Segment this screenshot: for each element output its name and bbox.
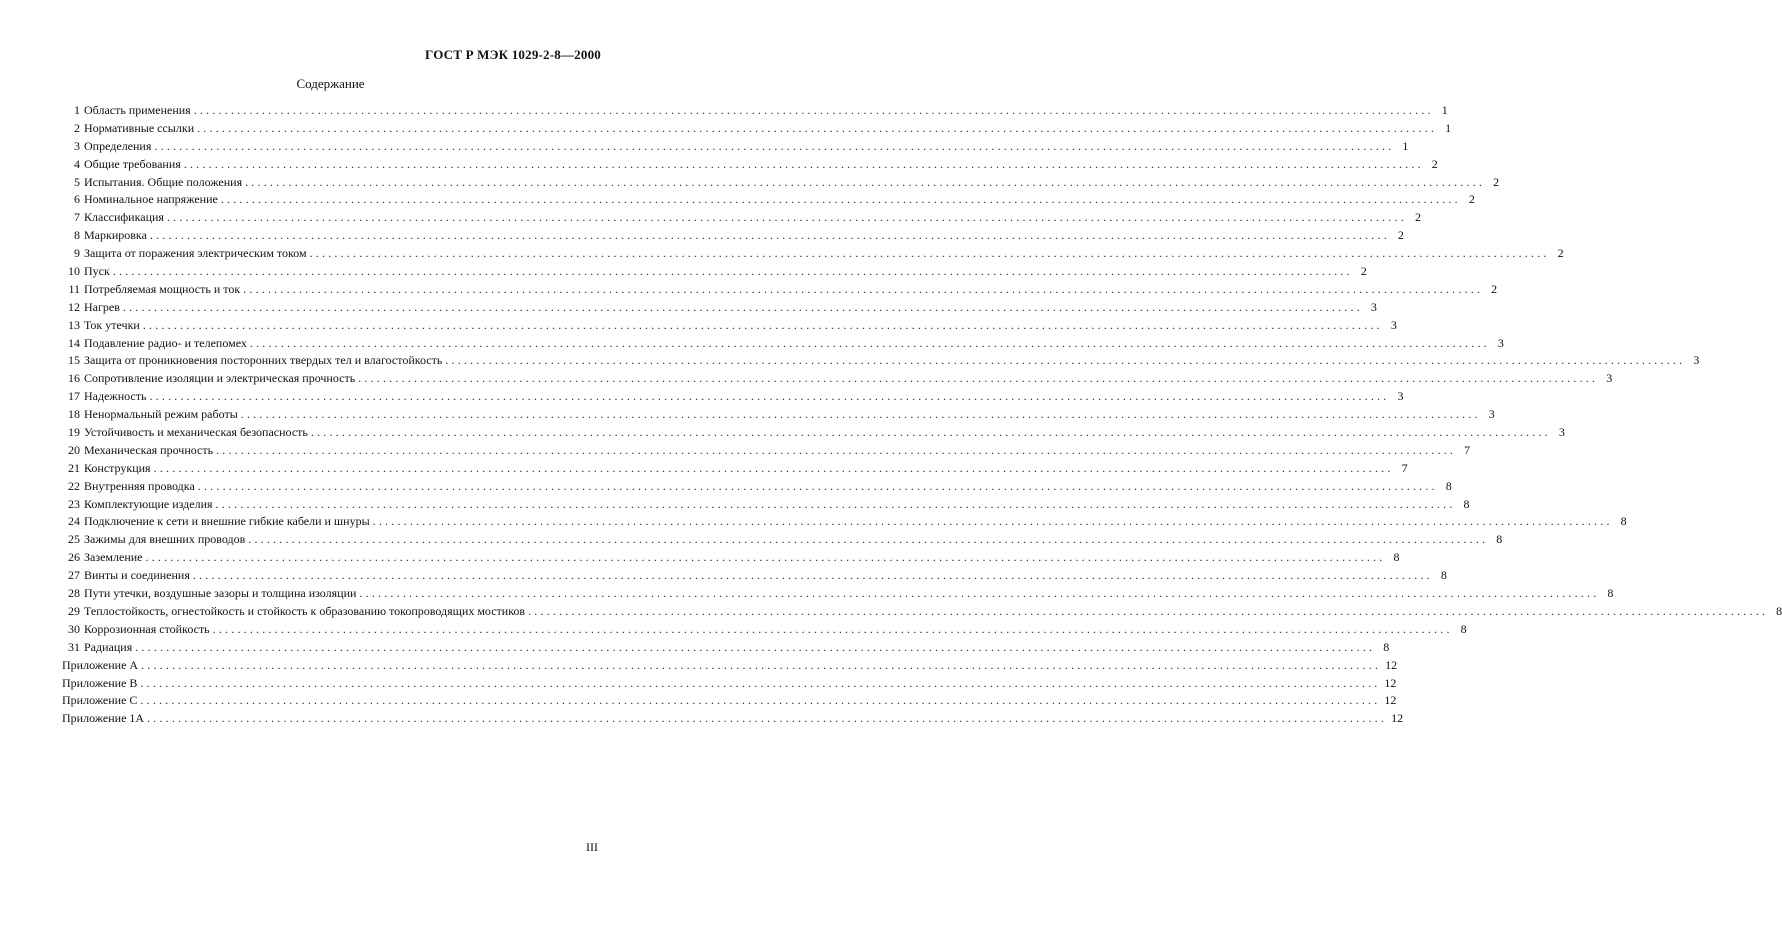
toc-entry-number: 23 (68, 496, 80, 511)
toc-entry-page: 2 (1491, 281, 1498, 296)
toc-entry-page: 8 (1620, 514, 1627, 529)
toc-entry-page: 1 (1445, 120, 1452, 135)
toc-entry (62, 621, 1467, 639)
toc-entry-number: 10 (68, 264, 80, 279)
toc-entry-number: 22 (68, 478, 80, 493)
toc-leader-dots: ........................................................................................................................................................................................................ (240, 407, 1481, 422)
toc-leader-dots: ........................................................................................................................................................................................................ (192, 568, 1433, 583)
toc-entry-page: 3 (1390, 317, 1397, 332)
toc-entry-page: 2 (1360, 264, 1367, 279)
toc-leader-dots: ........................................................................................................................................................................................................ (245, 174, 1486, 189)
toc-entry-title: Номинальное напряжение (84, 192, 218, 207)
toc-leader-dots: ........................................................................................................................................................................................................ (140, 675, 1381, 690)
toc-leader-dots: ........................................................................................................................................................................................................ (309, 246, 1550, 261)
toc-leader-dots: ........................................................................................................................................................................................................ (372, 514, 1613, 529)
toc-leader-dots: ........................................................................................................................................................................................................ (141, 657, 1382, 672)
toc-entry (62, 156, 1438, 174)
toc-entry-number: 13 (68, 317, 80, 332)
toc-entry-page: 2 (1431, 156, 1438, 171)
toc-entry-page: 8 (1445, 478, 1452, 493)
toc-entry-page: 2 (1468, 192, 1475, 207)
toc-leader-dots: ........................................................................................................................................................................................................ (216, 442, 1457, 457)
toc-entry-page: 12 (1384, 693, 1397, 708)
toc-leader-dots: ........................................................................................................................................................................................................ (197, 120, 1438, 135)
toc-entry-title: Приложение В (62, 675, 138, 690)
toc-entry (62, 120, 1452, 138)
toc-entry-title: Зажимы для внешних проводов (84, 532, 246, 547)
toc-entry-page: 2 (1493, 174, 1500, 189)
toc-entry-page: 12 (1391, 711, 1404, 726)
toc-entry-page: 3 (1497, 335, 1504, 350)
toc-entry-title: Потребляемая мощность и ток (84, 281, 241, 296)
toc-entry (62, 263, 1367, 281)
toc-entry-page: 7 (1464, 442, 1471, 457)
toc-entry (62, 585, 1614, 603)
toc-entry (62, 191, 1475, 209)
toc-entry-title: Защита от поражения электрическим током (84, 246, 307, 261)
toc-entry-page: 3 (1370, 299, 1377, 314)
toc-leader-dots: ........................................................................................................................................................................................................ (112, 264, 1353, 279)
toc-entry-title: Определения (84, 138, 152, 153)
table-of-contents (62, 102, 1782, 728)
toc-leader-dots: ........................................................................................................................................................................................................ (122, 299, 1363, 314)
toc-entry (62, 567, 1447, 585)
toc-entry-title: Устойчивость и механическая безопасность (84, 425, 308, 440)
toc-leader-dots: ........................................................................................................................................................................................................ (358, 371, 1599, 386)
toc-entry (62, 710, 1404, 728)
toc-entry-page: 8 (1383, 639, 1390, 654)
toc-entry-number: 29 (68, 603, 80, 618)
toc-leader-dots: ........................................................................................................................................................................................................ (359, 586, 1600, 601)
toc-entry-page: 3 (1488, 407, 1495, 422)
toc-leader-dots: ........................................................................................................................................................................................................ (310, 425, 1551, 440)
toc-entry-page: 3 (1693, 353, 1700, 368)
toc-entry-title: Подавление радио- и телепомех (84, 335, 247, 350)
toc-entry-title: Маркировка (84, 228, 147, 243)
toc-entry-title: Сопротивление изоляции и электрическая прочность (84, 371, 356, 386)
toc-entry-number: 9 (74, 246, 80, 261)
toc-entry-page: 3 (1606, 371, 1613, 386)
toc-entry-title: Приложение С (62, 693, 138, 708)
toc-entry-number: 24 (68, 514, 80, 529)
toc-entry (62, 102, 1448, 120)
toc-leader-dots: ........................................................................................................................................................................................................ (149, 228, 1390, 243)
toc-entry (62, 281, 1498, 299)
toc-entry-title: Нагрев (84, 299, 120, 314)
toc-entry-page: 1 (1441, 103, 1448, 117)
toc-entry (62, 352, 1700, 370)
toc-entry-page: 2 (1397, 228, 1404, 243)
toc-entry-number: 16 (68, 371, 80, 386)
toc-entry-number: 18 (68, 407, 80, 422)
toc-entry-page: 8 (1776, 603, 1782, 618)
toc-entry-number: 31 (68, 639, 80, 654)
toc-entry (62, 513, 1627, 531)
toc-entry-title: Заземление (84, 550, 143, 565)
toc-leader-dots: ........................................................................................................................................................................................................ (147, 711, 1388, 726)
toc-entry (62, 442, 1471, 460)
toc-leader-dots: ........................................................................................................................................................................................................ (166, 210, 1407, 225)
toc-entry-number: 30 (68, 621, 80, 636)
toc-entry-title: Внутренняя проводка (84, 478, 195, 493)
toc-entry-number: 6 (74, 192, 80, 207)
toc-leader-dots: ........................................................................................................................................................................................................ (153, 460, 1394, 475)
toc-leader-dots: ........................................................................................................................................................................................................ (145, 550, 1386, 565)
toc-entry-title: Подключение к сети и внешние гибкие кабели и шнуры (84, 514, 370, 529)
toc-entry-number: 4 (74, 156, 80, 171)
toc-entry (62, 227, 1404, 245)
toc-entry-number: 12 (68, 299, 80, 314)
toc-leader-dots: ........................................................................................................................................................................................................ (445, 353, 1686, 368)
toc-entry-number: 14 (68, 335, 80, 350)
toc-entry-title: Нормативные ссылки (84, 120, 195, 135)
toc-entry-title: Классификация (84, 210, 164, 225)
toc-entry-page: 2 (1557, 246, 1564, 261)
toc-leader-dots: ........................................................................................................................................................................................................ (142, 317, 1383, 332)
toc-entry-title: Ненормальный режим работы (84, 407, 238, 422)
document-header: ГОСТ Р МЭК 1029-2-8—2000 (425, 47, 601, 62)
toc-entry (62, 299, 1377, 317)
toc-entry-number: 19 (68, 425, 80, 440)
toc-entry (62, 496, 1470, 514)
toc-entry-title: Надежность (84, 389, 147, 404)
toc-entry-number: 7 (74, 210, 80, 225)
toc-entry-number: 25 (68, 532, 80, 547)
toc-entry-number: 15 (68, 353, 80, 368)
toc-entry-number: 5 (74, 174, 80, 189)
toc-entry-title: Теплостойкость, огнестойкость и стойкость к образованию токопроводящих мостиков (84, 603, 526, 618)
toc-entry-page: 1 (1402, 138, 1409, 153)
toc-leader-dots: ........................................................................................................................................................................................................ (248, 532, 1489, 547)
toc-entry-number: 1 (74, 103, 80, 117)
toc-entry-title: Область применения (84, 103, 191, 117)
toc-entry (62, 657, 1398, 675)
toc-entry-title: Конструкция (84, 460, 151, 475)
toc-entry-title: Ток утечки (84, 317, 140, 332)
toc-entry-number: 26 (68, 550, 80, 565)
toc-leader-dots: ........................................................................................................................................................................................................ (193, 103, 1434, 117)
toc-entry-title: Коррозионная стойкость (84, 621, 210, 636)
toc-entry (62, 478, 1452, 496)
toc-entry-page: 8 (1393, 550, 1400, 565)
toc-entry-number: 2 (74, 120, 80, 135)
toc-entry-page: 2 (1414, 210, 1421, 225)
toc-entry-title: Радиация (84, 639, 133, 654)
toc-leader-dots: ........................................................................................................................................................................................................ (154, 138, 1395, 153)
toc-entry-number: 20 (68, 442, 80, 457)
toc-entry-title: Испытания. Общие положения (84, 174, 243, 189)
toc-entry-page: 3 (1558, 425, 1565, 440)
toc-entry (62, 603, 1782, 621)
toc-entry-number: 8 (74, 228, 80, 243)
toc-entry-title: Комплектующие изделия (84, 496, 213, 511)
toc-entry-page: 3 (1397, 389, 1404, 404)
toc-entry-title: Пуск (84, 264, 110, 279)
toc-entry (62, 209, 1421, 227)
toc-entry (62, 549, 1400, 567)
toc-entry (62, 675, 1397, 693)
toc-leader-dots: ........................................................................................................................................................................................................ (149, 389, 1390, 404)
toc-entry (62, 388, 1404, 406)
toc-entry-page: 12 (1384, 675, 1397, 690)
toc-entry (62, 424, 1565, 442)
toc-entry-page: 12 (1385, 657, 1398, 672)
toc-entry (62, 460, 1408, 478)
toc-entry-number: 3 (74, 138, 80, 153)
toc-entry (62, 138, 1409, 156)
toc-entry-number: 11 (68, 281, 80, 296)
toc-leader-dots: ........................................................................................................................................................................................................ (220, 192, 1461, 207)
toc-entry-title: Общие требования (84, 156, 181, 171)
toc-entry-page: 8 (1460, 621, 1467, 636)
toc-entry-title: Механическая прочность (84, 442, 214, 457)
toc-leader-dots: ........................................................................................................................................................................................................ (249, 335, 1490, 350)
toc-leader-dots: ........................................................................................................................................................................................................ (135, 639, 1376, 654)
toc-leader-dots: ........................................................................................................................................................................................................ (215, 496, 1456, 511)
toc-entry-page: 8 (1496, 532, 1503, 547)
page-number: III (586, 840, 598, 854)
toc-entry-title: Приложение 1А (62, 711, 145, 726)
toc-entry-title: Винты и соединения (84, 568, 190, 583)
toc-leader-dots: ........................................................................................................................................................................................................ (528, 603, 1769, 618)
toc-entry-number: 28 (68, 586, 80, 601)
toc-entry-number: 17 (68, 389, 80, 404)
toc-entry-title: Защита от проникновения посторонних твердых тел и влагостойкость (84, 353, 443, 368)
toc-entry-page: 8 (1607, 586, 1614, 601)
toc-leader-dots: ........................................................................................................................................................................................................ (243, 281, 1484, 296)
toc-entry-number: 21 (68, 460, 80, 475)
toc-entry (62, 406, 1495, 424)
toc-entry (62, 317, 1397, 335)
toc-entry-number: 27 (68, 568, 80, 583)
toc-entry (62, 531, 1503, 549)
toc-entry (62, 370, 1613, 388)
toc-entry-page: 8 (1440, 568, 1447, 583)
toc-leader-dots: ........................................................................................................................................................................................................ (140, 693, 1381, 708)
toc-entry-title: Пути утечки, воздушные зазоры и толщина изоляции (84, 586, 357, 601)
toc-entry-page: 8 (1463, 496, 1470, 511)
toc-entry-title: Приложение А (62, 657, 139, 672)
toc-entry-page: 7 (1401, 460, 1408, 475)
toc-leader-dots: ........................................................................................................................................................................................................ (212, 621, 1453, 636)
page-title: Содержание (296, 76, 365, 91)
toc-entry (62, 174, 1500, 192)
toc-entry (62, 639, 1390, 657)
toc-leader-dots: ........................................................................................................................................................................................................ (183, 156, 1424, 171)
toc-entry (62, 692, 1397, 710)
toc-leader-dots: ........................................................................................................................................................................................................ (197, 478, 1438, 493)
toc-entry (62, 335, 1504, 353)
toc-entry (62, 245, 1564, 263)
